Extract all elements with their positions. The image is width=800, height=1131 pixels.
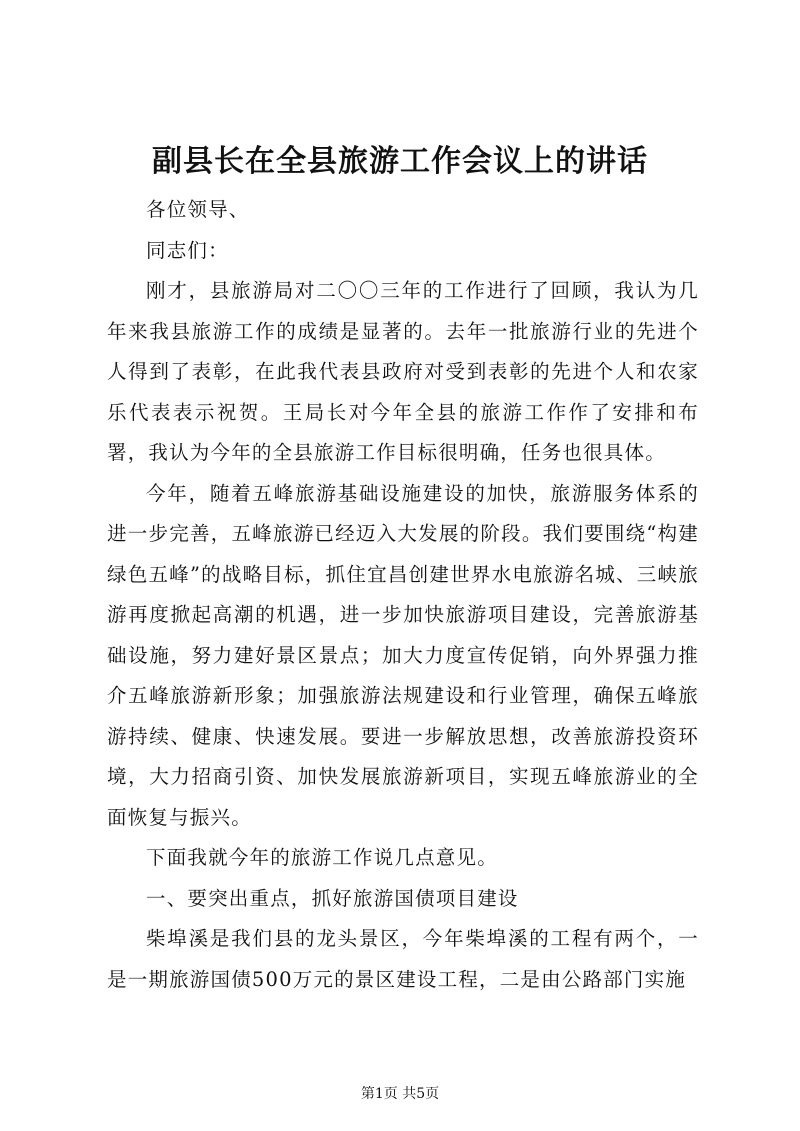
salutation-line-2: 同志们：	[146, 238, 229, 262]
body-paragraph: 刚才，县旅游局对二〇〇三年的工作进行了回顾，我认为几年来我县旅游工作的成绩是显著的。去年一批旅游行业的先进个人得到了表彰，在此我代表县政府对受到表彰的先进个人和农家乐代表表示祝贺。王局长对今年全县的旅游工作作了安排和布署，我认为今年的全县旅游工作目标很明确，任务也很具体。	[107, 279, 699, 464]
body-paragraph: 下面我就今年的旅游工作说几点意见。	[146, 846, 498, 869]
document-body	[107, 190, 699, 1000]
body-paragraph: 柴埠溪是我们县的龙头景区，今年柴埠溪的工程有两个，一是一期旅游国债500万元的景区建设工程，二是由公路部门实施	[107, 927, 699, 991]
salutation-line-1: 各位领导、	[146, 198, 250, 221]
section-heading: 一、要突出重点，抓好旅游国债项目建设	[146, 886, 519, 910]
page-footer: 第1页 共5页	[360, 1086, 440, 1102]
document-title: 副县长在全县旅游工作会议上的讲话	[152, 144, 648, 179]
body-paragraph: 今年，随着五峰旅游基础设施建设的加快，旅游服务体系的进一步完善，五峰旅游已经迈入大发展的阶段。我们要围绕“构建绿色五峰”的战略目标，抓住宜昌创建世界水电旅游名城、三峡旅游再度掀起高潮的机遇，进一步加快旅游项目建设，完善旅游基础设施，努力建好景区景点；加大力度宣传促销，向外界强力推介五峰旅游新形象；加强旅游法规建设和行业管理，确保五峰旅游持续、健康、快速发展。要进一步解放思想，改善旅游投资环境，大力招商引资、加快发展旅游新项目，实现五峰旅游业的全面恢复与振兴。	[107, 481, 699, 829]
